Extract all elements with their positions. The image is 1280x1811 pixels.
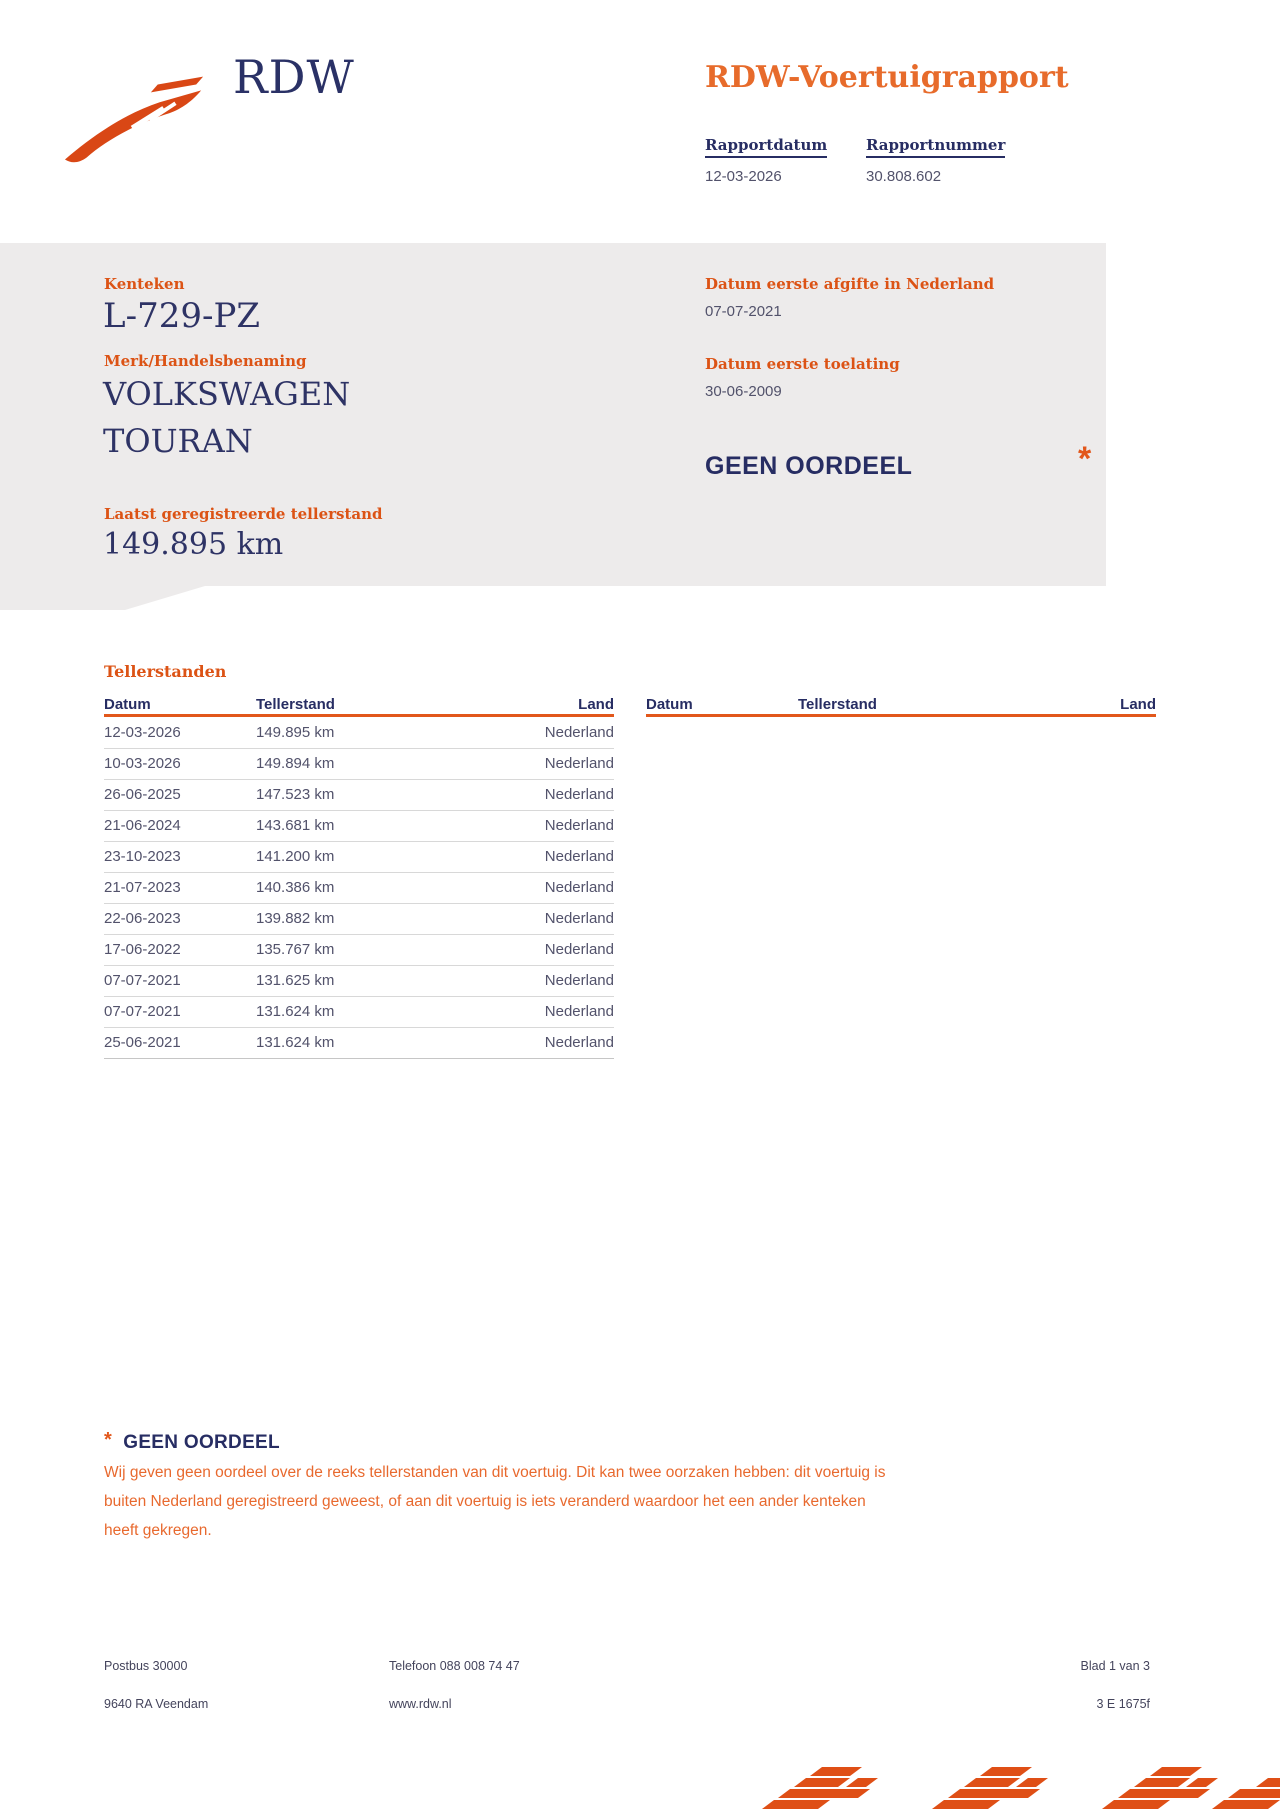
table-row: 12-03-2026 149.895 km Nederland: [104, 718, 614, 749]
note-paragraph: [104, 1458, 1084, 1545]
col-header-land: Land: [578, 696, 614, 713]
note-line: heeft gekregen.: [104, 1522, 212, 1539]
note-heading: [104, 1429, 280, 1454]
speed-lines-graphic: [750, 1767, 1280, 1811]
table-row: 26-06-2025 147.523 km Nederland: [104, 780, 614, 811]
report-date-label: Rapportdatum: [705, 136, 827, 154]
table-row: 07-07-2021 131.625 km Nederland: [104, 966, 614, 997]
col-header-land: Land: [1120, 696, 1156, 713]
kenteken-value: L-729-PZ: [103, 296, 260, 336]
col-header-datum: Datum: [646, 696, 693, 713]
kenteken-label: Kenteken: [104, 275, 185, 293]
table-row: 23-10-2023 141.200 km Nederland: [104, 842, 614, 873]
meter-table-right-header: [646, 696, 1156, 713]
vehicle-summary-panel-tab: [0, 586, 205, 610]
laatste-tellerstand-value: 149.895 km: [103, 527, 284, 562]
tellerstanden-section-title: Tellerstanden: [104, 662, 227, 681]
rdw-logo-swoosh-icon: [63, 76, 211, 166]
asterisk-mark: *: [1078, 440, 1092, 478]
table-header-rule-right: [646, 714, 1156, 717]
col-header-datum: Datum: [104, 696, 151, 713]
note-line: buiten Nederland geregistreerd geweest, of aan dit voertuig is iets veranderd waardoor het een ander kenteken: [104, 1493, 866, 1510]
report-number-value: 30.808.602: [866, 168, 942, 185]
table-row: 17-06-2022 135.767 km Nederland: [104, 935, 614, 966]
report-date-value: 12-03-2026: [705, 168, 782, 185]
col-header-tellerstand: Tellerstand: [256, 696, 335, 713]
toelating-value: 30-06-2009: [705, 383, 782, 400]
table-header-rule-left: [104, 714, 614, 717]
merk-value-line2: TOURAN: [103, 422, 253, 460]
report-title: RDW-Voertuigrapport: [705, 60, 1069, 95]
merk-value-line1: VOLKSWAGEN: [103, 375, 351, 413]
footer-address-line1: Postbus 30000: [104, 1659, 188, 1673]
footer-phone: Telefoon 088 008 74 47: [389, 1659, 520, 1673]
footer-address-line2: 9640 RA Veendam: [104, 1697, 209, 1711]
logo-text: RDW: [233, 50, 355, 104]
col-header-tellerstand: Tellerstand: [798, 696, 877, 713]
table-row: 25-06-2021 131.624 km Nederland: [104, 1028, 614, 1059]
table-row: 22-06-2023 139.882 km Nederland: [104, 904, 614, 935]
meter-table-left-header: [104, 696, 614, 713]
merk-label: Merk/Handelsbenaming: [104, 352, 307, 370]
table-row: 07-07-2021 131.624 km Nederland: [104, 997, 614, 1028]
afgifte-label: Datum eerste afgifte in Nederland: [705, 275, 995, 293]
table-row: 10-03-2026 149.894 km Nederland: [104, 749, 614, 780]
report-number-label: Rapportnummer: [866, 136, 1005, 154]
meter-table-left-body: [104, 718, 614, 1059]
note-title: GEEN OORDEEL: [123, 1432, 280, 1453]
oordeel-status: GEEN OORDEEL: [705, 452, 913, 480]
footer-form-code: 3 E 1675f: [1096, 1697, 1150, 1711]
footer-website: www.rdw.nl: [389, 1697, 452, 1711]
afgifte-value: 07-07-2021: [705, 303, 782, 320]
table-row: 21-06-2024 143.681 km Nederland: [104, 811, 614, 842]
laatste-tellerstand-label: Laatst geregistreerde tellerstand: [104, 505, 383, 523]
toelating-label: Datum eerste toelating: [705, 355, 900, 373]
footer-page-indicator: Blad 1 van 3: [1080, 1659, 1150, 1673]
table-row: 21-07-2023 140.386 km Nederland: [104, 873, 614, 904]
asterisk-mark: *: [104, 1429, 112, 1451]
note-line: Wij geven geen oordeel over de reeks tellerstanden van dit voertuig. Dit kan twee oorzaken hebben: dit voertuig is: [104, 1464, 886, 1481]
